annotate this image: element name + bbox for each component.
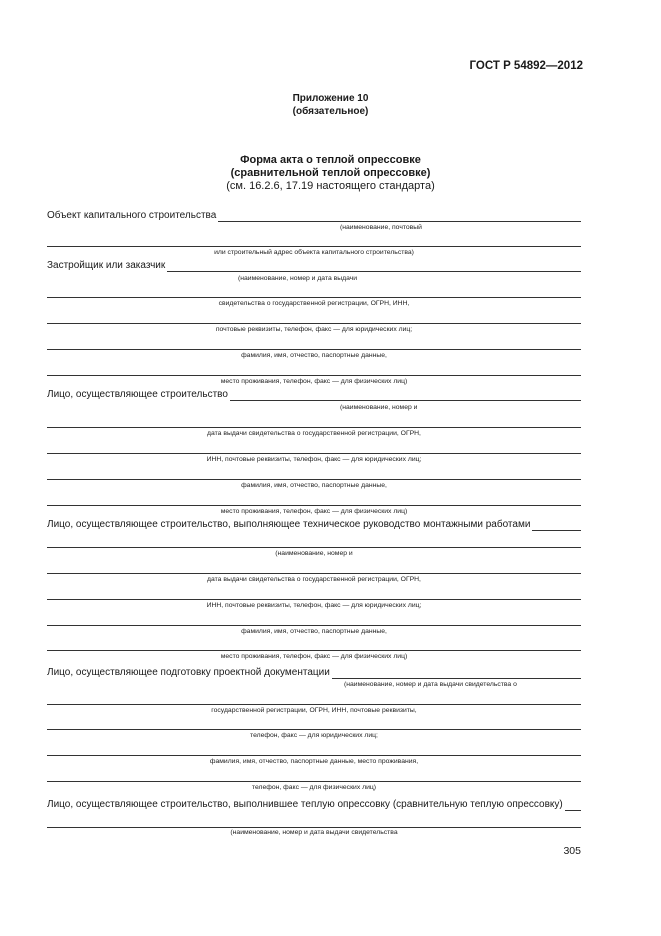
- blank-line-rule[interactable]: [47, 770, 581, 782]
- field-caption: фамилия, имя, отчество, паспортные данные,: [241, 482, 387, 489]
- tester-field-line[interactable]: [565, 800, 581, 811]
- field-caption: ИНН, почтовые реквизиты, телефон, факс — для юридических лиц;: [206, 602, 422, 609]
- blank-line-rule[interactable]: [47, 494, 581, 506]
- field-caption: (наименование, номер и: [275, 550, 353, 557]
- blank-line: [47, 814, 581, 828]
- blank-line: [47, 637, 581, 651]
- field-caption: фамилия, имя, отчество, паспортные данные, место проживания,: [209, 758, 419, 765]
- blank-line: [47, 310, 581, 324]
- developer-field-row: [47, 258, 581, 272]
- blank-line: [47, 336, 581, 350]
- designer-field-line[interactable]: [332, 668, 581, 679]
- blank-line-rule[interactable]: [47, 312, 581, 324]
- appendix-title: Приложение 10: [292, 93, 369, 104]
- blank-line: [47, 233, 581, 247]
- blank-line-rule[interactable]: [47, 286, 581, 298]
- field-caption: свидетельства о государственной регистрации, ОГРН, ИНН,: [218, 300, 410, 307]
- field-caption: (наименование, почтовый: [340, 224, 422, 231]
- supervisor-field-row: [47, 517, 581, 531]
- blank-line-rule[interactable]: [47, 588, 581, 600]
- field-caption: государственной регистрации, ОГРН, ИНН, почтовые реквизиты,: [211, 707, 417, 714]
- blank-line-rule[interactable]: [47, 744, 581, 756]
- blank-line: [47, 768, 581, 782]
- field-caption: или строительный адрес объекта капитального строительства): [214, 249, 414, 256]
- blank-line: [47, 440, 581, 454]
- builder-field-label: Лицо, осуществляющее строительство: [47, 389, 228, 400]
- field-caption: место проживания, телефон, факс — для физических лиц): [220, 653, 408, 660]
- builder-field-line[interactable]: [230, 390, 581, 401]
- field-caption: фамилия, имя, отчество, паспортные данные,: [241, 628, 387, 635]
- supervisor-field-line[interactable]: [532, 520, 581, 531]
- blank-line-rule[interactable]: [47, 718, 581, 730]
- blank-line: [47, 691, 581, 705]
- blank-line: [47, 716, 581, 730]
- blank-line: [47, 560, 581, 574]
- developer-field-label: Застройщик или заказчик: [47, 260, 166, 271]
- blank-line: [47, 414, 581, 428]
- form-title-line2: (сравнительной теплой опрессовке): [230, 167, 431, 179]
- tester-field-label: Лицо, осуществляющее строительство, выполнившее теплую опрессовку (сравнительную теплую опрессовку): [47, 799, 563, 810]
- page-number: 305: [563, 845, 581, 857]
- blank-line-rule[interactable]: [47, 468, 581, 480]
- blank-line-rule[interactable]: [47, 816, 581, 828]
- blank-line-rule[interactable]: [47, 416, 581, 428]
- blank-line: [47, 742, 581, 756]
- field-caption: телефон, факс — для юридических лиц;: [250, 732, 378, 739]
- object-field-line[interactable]: [218, 211, 581, 222]
- builder-field-row: [47, 387, 581, 401]
- field-caption: телефон, факс — для физических лиц): [251, 784, 377, 791]
- blank-line-rule[interactable]: [47, 235, 581, 247]
- blank-line: [47, 362, 581, 376]
- field-caption: (наименование, номер и дата выдачи свидетельства: [230, 829, 398, 836]
- blank-line-rule[interactable]: [47, 562, 581, 574]
- supervisor-field-label: Лицо, осуществляющее строительство, выполняющее техническое руководство монтажными работами: [47, 519, 531, 530]
- form-reference: (см. 16.2.6, 17.19 настоящего стандарта): [226, 180, 435, 192]
- field-caption: (наименование, номер и дата выдачи свидетельства о: [344, 681, 517, 688]
- blank-line-rule[interactable]: [47, 364, 581, 376]
- tester-field-row: [47, 797, 581, 811]
- blank-line-rule[interactable]: [47, 536, 581, 548]
- field-caption: (наименование, номер и дата выдачи: [238, 275, 358, 282]
- field-caption: почтовые реквизиты, телефон, факс — для юридических лиц;: [215, 326, 413, 333]
- standard-number: ГОСТ Р 54892—2012: [469, 60, 583, 72]
- blank-line: [47, 612, 581, 626]
- field-caption: дата выдачи свидетельства о государственной регистрации, ОГРН,: [207, 430, 421, 437]
- blank-line: [47, 466, 581, 480]
- field-caption: (наименование, номер и: [340, 404, 418, 411]
- blank-line: [47, 534, 581, 548]
- field-caption: ИНН, почтовые реквизиты, телефон, факс — для юридических лиц;: [206, 456, 422, 463]
- blank-line-rule[interactable]: [47, 614, 581, 626]
- object-field-label: Объект капитального строительства: [47, 210, 217, 221]
- blank-line-rule[interactable]: [47, 442, 581, 454]
- designer-field-row: [47, 665, 581, 679]
- blank-line-rule[interactable]: [47, 693, 581, 705]
- form-title: [0, 154, 661, 180]
- blank-line: [47, 492, 581, 506]
- blank-line-rule[interactable]: [47, 639, 581, 651]
- object-field-row: [47, 208, 581, 222]
- blank-line-rule[interactable]: [47, 338, 581, 350]
- developer-field-line[interactable]: [167, 261, 581, 272]
- field-caption: место проживания, телефон, факс — для физических лиц): [220, 378, 408, 385]
- appendix-status: (обязательное): [292, 106, 369, 117]
- field-caption: место проживания, телефон, факс — для физических лиц): [220, 508, 408, 515]
- appendix-heading: [0, 92, 661, 118]
- blank-line: [47, 586, 581, 600]
- form-title-line1: Форма акта о теплой опрессовке: [240, 154, 421, 166]
- blank-line: [47, 284, 581, 298]
- designer-field-label: Лицо, осуществляющее подготовку проектной документации: [47, 667, 330, 678]
- field-caption: дата выдачи свидетельства о государственной регистрации, ОГРН,: [207, 576, 421, 583]
- field-caption: фамилия, имя, отчество, паспортные данные,: [241, 352, 387, 359]
